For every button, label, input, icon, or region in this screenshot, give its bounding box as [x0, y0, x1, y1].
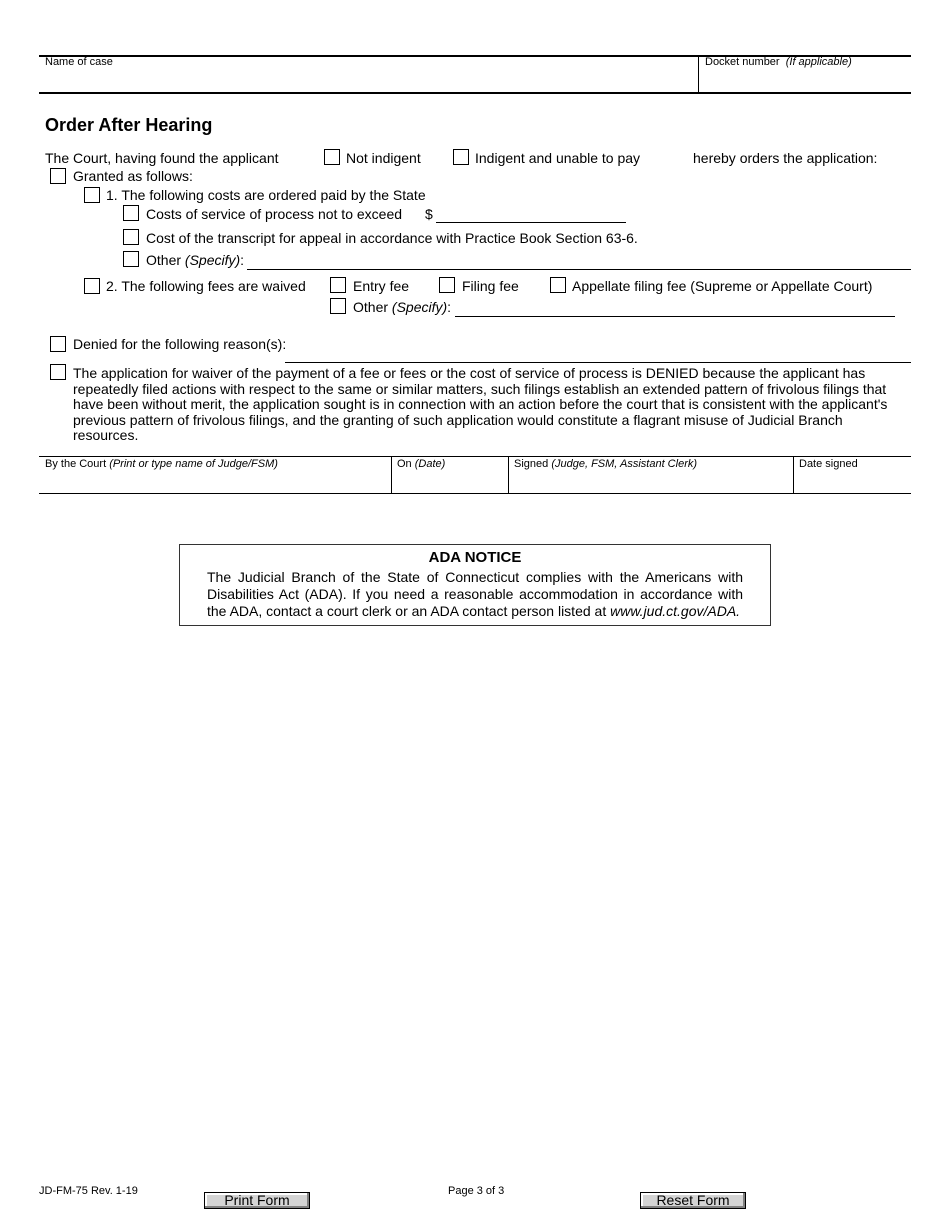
fees-waived-checkbox[interactable] [84, 278, 100, 294]
ada-notice-title: ADA NOTICE [428, 549, 522, 566]
ada-notice-box [179, 544, 771, 626]
dollar-sign: $ [425, 206, 433, 222]
on-date-field[interactable] [393, 472, 506, 492]
signature-bottom-rule [39, 493, 911, 494]
header-divider [698, 55, 699, 93]
filing-fee-label: Filing fee [462, 278, 519, 294]
granted-checkbox[interactable] [50, 168, 66, 184]
ada-link[interactable]: www.jud.ct.gov/ADA. [610, 603, 741, 619]
not-indigent-label: Not indigent [346, 150, 421, 166]
costs-paid-by-state-checkbox[interactable] [84, 187, 100, 203]
entry-fee-checkbox[interactable] [330, 277, 346, 293]
other-costs-line [247, 269, 911, 270]
other-fees-checkbox[interactable] [330, 298, 346, 314]
signature-divider-2 [508, 456, 509, 494]
page-title: Order After Hearing [45, 115, 213, 135]
transcript-label: Cost of the transcript for appeal in accordance with Practice Book Section 63-6. [146, 230, 638, 246]
indigent-checkbox[interactable] [453, 149, 469, 165]
signature-divider-1 [391, 456, 392, 494]
denied-reason-line [285, 362, 911, 363]
hereby-orders-text: hereby orders the application: [693, 150, 878, 166]
signature-divider-3 [793, 456, 794, 494]
other-costs-field[interactable] [248, 251, 908, 269]
service-costs-checkbox[interactable] [123, 205, 139, 221]
form-id: JD-FM-75 Rev. 1-19 [39, 1185, 138, 1197]
service-costs-amount-field[interactable] [437, 204, 626, 222]
by-court-label: By the Court (Print or type name of Judge/FSM) [45, 458, 278, 470]
fees-waived-label: 2. The following fees are waived [106, 278, 306, 294]
other-fees-field[interactable] [456, 298, 894, 316]
docket-number-field[interactable] [701, 70, 909, 90]
judge-name-field[interactable] [41, 472, 389, 492]
ada-notice-body: The Judicial Branch of the State of Connecticut complies with the Americans with Disabilities Act (ADA). If you need a reasonable accommodation in accordance with the ADA, contact a court clerk or an ADA contact person listed at www.jud.ct.gov/ADA. [207, 569, 743, 619]
appellate-fee-label: Appellate filing fee (Supreme or Appellate Court) [572, 278, 873, 294]
denied-checkbox[interactable] [50, 336, 66, 352]
date-signed-label: Date signed [799, 458, 858, 470]
on-date-label: On (Date) [397, 458, 446, 470]
signature-top-rule [39, 456, 911, 457]
print-form-button[interactable]: Print Form [204, 1192, 310, 1209]
not-indigent-checkbox[interactable] [324, 149, 340, 165]
date-signed-field[interactable] [795, 472, 909, 492]
frivolous-denial-checkbox[interactable] [50, 364, 66, 380]
appellate-fee-checkbox[interactable] [550, 277, 566, 293]
other-fees-label: Other (Specify): [353, 299, 452, 315]
filing-fee-checkbox[interactable] [439, 277, 455, 293]
granted-label: Granted as follows: [73, 168, 193, 184]
other-costs-checkbox[interactable] [123, 251, 139, 267]
header-bottom-rule [39, 92, 911, 94]
denied-label: Denied for the following reason(s): [73, 336, 287, 352]
docket-number-label: Docket number (If applicable) [705, 56, 852, 68]
other-fees-line [455, 316, 895, 317]
name-of-case-field[interactable] [41, 70, 695, 90]
name-of-case-label: Name of case [45, 56, 113, 68]
indigent-label: Indigent and unable to pay [475, 150, 641, 166]
costs-paid-by-state-label: 1. The following costs are ordered paid by the State [106, 187, 426, 203]
court-found-text: The Court, having found the applicant [45, 150, 279, 166]
service-costs-label: Costs of service of process not to exceed [146, 206, 403, 222]
signed-label: Signed (Judge, FSM, Assistant Clerk) [514, 458, 698, 470]
entry-fee-label: Entry fee [353, 278, 410, 294]
transcript-checkbox[interactable] [123, 229, 139, 245]
reset-form-button[interactable]: Reset Form [640, 1192, 746, 1209]
other-costs-label: Other (Specify): [146, 252, 245, 268]
frivolous-denial-text: The application for waiver of the payment of a fee or fees or the cost of service of process is DENIED because the applicant has repeatedly filed actions with respect to the same or similar matters, such filings establish an extended pattern of frivolous filings that have been without merit, the application sought is in connection with an action before the court that is consistent with the applicant's previous pattern of frivolous filings, and the granting of such application would constitute a flagrant misuse of Judicial Branch resources. [73, 365, 888, 443]
denied-reason-field[interactable] [286, 338, 908, 362]
page-number: Page 3 of 3 [448, 1185, 505, 1197]
service-costs-amount-line [436, 222, 626, 223]
signed-field[interactable] [510, 472, 791, 492]
